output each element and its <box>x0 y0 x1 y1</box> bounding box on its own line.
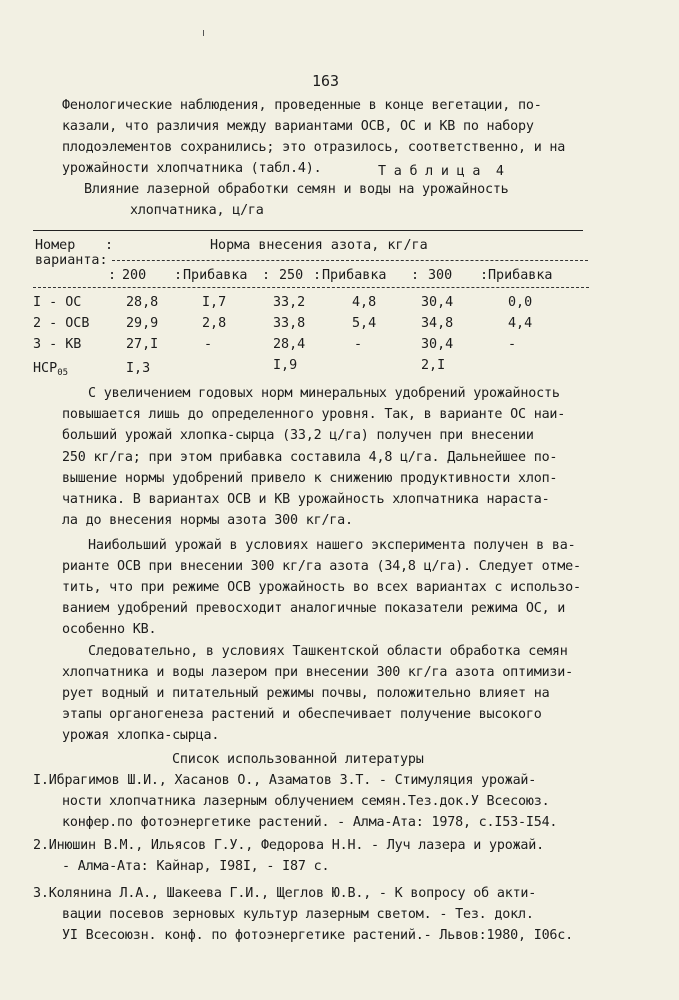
cell-gain-200: I,7 <box>202 295 227 310</box>
references-title: Список использованной литературы <box>172 752 424 767</box>
scan-mark <box>203 30 204 36</box>
header-variant: варианта: <box>35 253 108 268</box>
cell-hsr-300: 2,I <box>421 358 446 373</box>
reference-line: - Алма-Ата: Кайнар, I98I, - I87 с. <box>62 859 330 874</box>
header-separator: : <box>105 238 114 253</box>
intro-line: плодоэлементов сохранились; это отразилось, соответственно, и на <box>62 140 566 155</box>
paragraph-line: ванием удобрений превосходит аналогичные показатели режима ОС, и <box>62 601 566 616</box>
paragraph-line: 250 кг/га; при этом прибавка составила 4,8 ц/га. Дальнейшее по- <box>62 450 558 465</box>
paragraph-line: ла до внесения нормы азота 300 кг/га. <box>62 513 353 528</box>
table-title: хлопчатника, ц/га <box>130 203 264 218</box>
paragraph-line: хлопчатника и воды лазером при внесении 300 кг/га азота оптимизи- <box>62 665 574 680</box>
hsr-subscript: 05 <box>57 368 69 378</box>
intro-line: Фенологические наблюдения, проведенные в конце вегетации, по- <box>62 98 542 113</box>
intro-line: урожайности хлопчатника (табл.4). <box>62 161 322 176</box>
paragraph-line: этапы органогенеза растений и обеспечивает получение высокого <box>62 707 542 722</box>
cell-gain-250: 5,4 <box>352 316 377 331</box>
paragraph-line: рует водный и питательный режимы почвы, положительно влияет на <box>62 686 550 701</box>
paragraph-line: чатника. В вариантах ОСВ и КВ урожайность хлопчатника нараста- <box>62 492 550 507</box>
cell-value-200: 29,9 <box>126 316 159 331</box>
header-dose-250: 250 <box>279 268 304 283</box>
cell-hsr-label <box>33 361 68 381</box>
header-separator: : <box>411 268 420 283</box>
cell-gain-250: - <box>354 337 363 352</box>
page-number: 163 <box>312 72 340 90</box>
header-separator: : <box>174 268 183 283</box>
paragraph-line: Наибольший урожай в условиях нашего эксперимента получен в ва- <box>88 538 576 553</box>
cell-value-250: 28,4 <box>273 337 306 352</box>
cell-variant: I - ОС <box>33 295 82 310</box>
paragraph-line: С увеличением годовых норм минеральных удобрений урожайность <box>88 386 560 401</box>
paragraph-line: урожая хлопка-сырца. <box>62 728 220 743</box>
reference-line: конфер.по фотоэнергетике растений. - Алма-Ата: 1978, с.I53-I54. <box>62 815 558 830</box>
header-dose-300: 300 <box>428 268 453 283</box>
cell-gain-300: 0,0 <box>508 295 533 310</box>
paragraph-line: тить, что при режиме ОСВ урожайность во всех вариантах с использо- <box>62 580 581 595</box>
cell-hsr-250: I,9 <box>273 358 298 373</box>
reference-line: 3.Колянина Л.А., Шакеева Г.И., Щеглов Ю.В., - К вопросу об акти- <box>33 886 537 901</box>
table-top-rule <box>33 230 583 231</box>
header-separator: : <box>480 268 489 283</box>
cell-gain-200: - <box>204 337 213 352</box>
intro-line: казали, что различия между вариантами ОСВ, ОС и КВ по набору <box>62 119 534 134</box>
cell-variant: 3 - КВ <box>33 337 82 352</box>
reference-line: вации посевов зерновых культур лазерным светом. - Тез. докл. <box>62 907 534 922</box>
cell-gain-250: 4,8 <box>352 295 377 310</box>
cell-value-200: 28,8 <box>126 295 159 310</box>
cell-gain-300: 4,4 <box>508 316 533 331</box>
cell-value-300: 30,4 <box>421 337 454 352</box>
paragraph-line: рианте ОСВ при внесении 300 кг/га азота (34,8 ц/га). Следует отме- <box>62 559 581 574</box>
header-variant: Номер <box>35 238 76 253</box>
reference-line: ности хлопчатника лазерным облучением семян.Тез.док.У Всесоюз. <box>62 794 550 809</box>
header-gain-250: Прибавка <box>322 268 387 283</box>
cell-value-250: 33,8 <box>273 316 306 331</box>
cell-gain-300: - <box>508 337 517 352</box>
header-gain-200: Прибавка <box>183 268 248 283</box>
cell-value-300: 30,4 <box>421 295 454 310</box>
header-bottom-rule <box>33 287 589 288</box>
paragraph-line: Следовательно, в условиях Ташкентской области обработка семян <box>88 644 568 659</box>
header-dose-200: 200 <box>122 268 147 283</box>
table-title: Влияние лазерной обработки семян и воды на урожайность <box>84 182 509 197</box>
hsr-label: НСР <box>33 361 58 376</box>
header-mid-rule <box>112 260 588 261</box>
paragraph-line: повышается лишь до определенного уровня. Так, в варианте ОС наи- <box>62 407 566 422</box>
header-gain-300: Прибавка <box>488 268 553 283</box>
cell-value-200: 27,I <box>126 337 159 352</box>
paragraph-line: особенно КВ. <box>62 622 157 637</box>
header-separator: : <box>108 268 117 283</box>
header-separator: : <box>313 268 322 283</box>
cell-value-300: 34,8 <box>421 316 454 331</box>
cell-gain-200: 2,8 <box>202 316 227 331</box>
reference-line: 2.Инюшин В.М., Ильясов Г.У., Федорова Н.Н. - Луч лазера и урожай. <box>33 838 545 853</box>
table-label: Т а б л и ц а 4 <box>378 164 504 179</box>
header-separator: : <box>262 268 271 283</box>
cell-value-250: 33,2 <box>273 295 306 310</box>
paragraph-line: больший урожай хлопка-сырца (33,2 ц/га) получен при внесении <box>62 428 534 443</box>
cell-hsr-200: I,3 <box>126 361 151 376</box>
header-nitrogen-rate: Норма внесения азота, кг/га <box>210 238 428 253</box>
paragraph-line: вышение нормы удобрений привело к снижению продуктивности хлоп- <box>62 471 558 486</box>
cell-variant: 2 - ОСВ <box>33 316 90 331</box>
reference-line: I.Ибрагимов Ш.И., Хасанов О., Азаматов З.Т. - Стимуляция урожай- <box>33 773 537 788</box>
reference-line: УI Всесоюзн. конф. по фотоэнергетике растений.- Львов:1980, I06с. <box>62 928 574 943</box>
